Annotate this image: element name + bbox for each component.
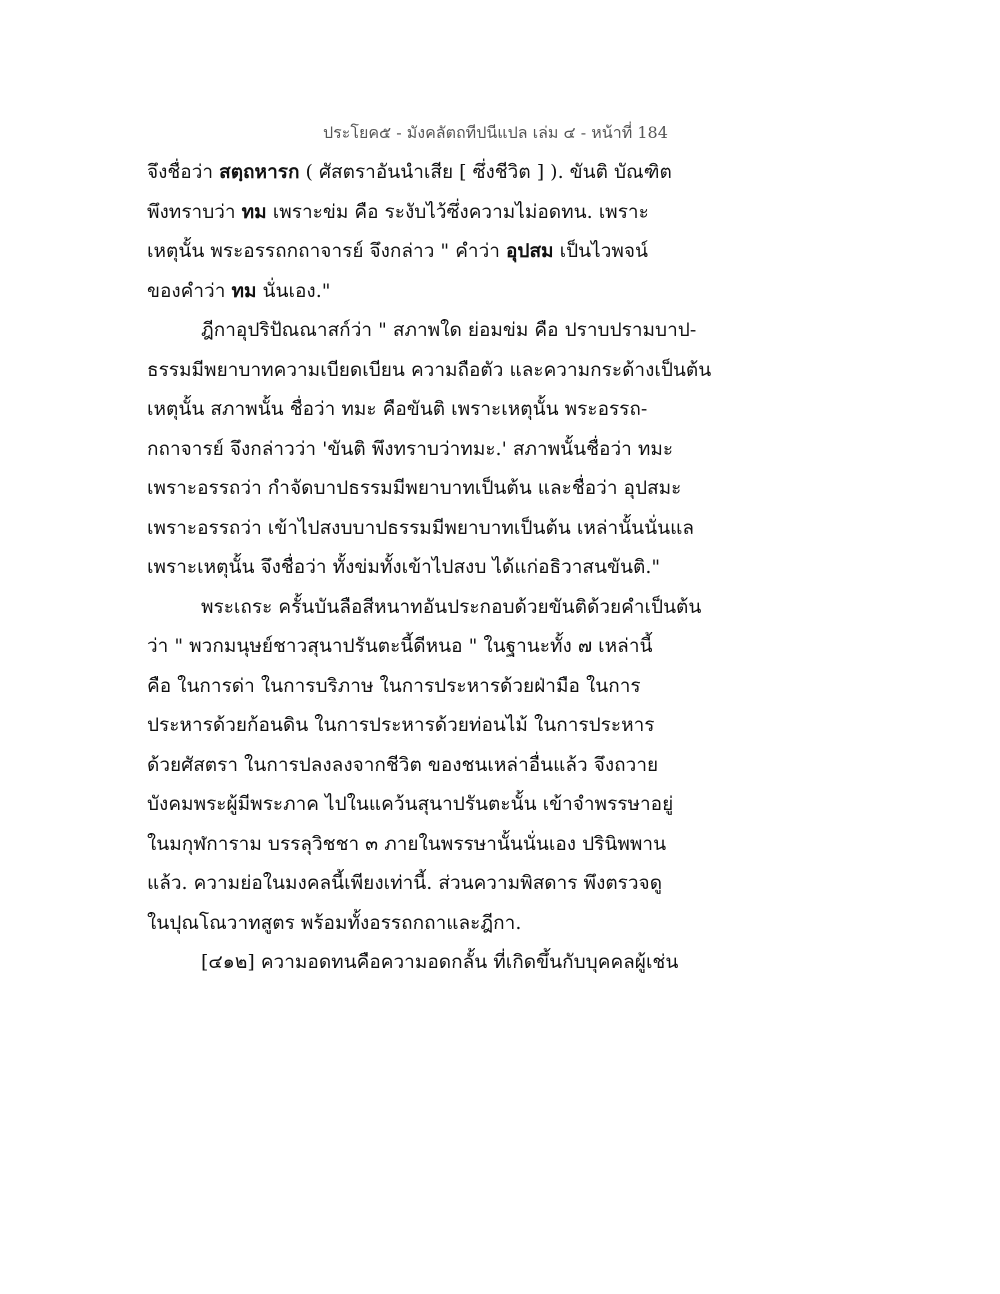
paragraph-first-line: [๔๑๒] ความอดทนคือความอดกลั้น ที่เกิดขึ้นกับบุคคลผู้เช่น	[201, 951, 679, 973]
text-line: ธรรมมีพยาบาทความเบียดเบียน ความถือตัว และความกระด้างเป็นต้น	[147, 358, 712, 381]
text-line: ของคำว่า ทม นั่นเอง."	[147, 279, 331, 302]
text-line: เหตุนั้น พระอรรถกถาจารย์ จึงกล่าว " คำว่า อุปสม เป็นไวพจน์	[147, 240, 649, 262]
bold-term: อุปสม	[505, 240, 554, 262]
text-line: กถาจารย์ จึงกล่าวว่า 'ขันติ พึงทราบว่าทมะ.' สภาพนั้นชื่อว่า ทมะ	[147, 437, 674, 460]
text-line: พึงทราบว่า ทม เพราะข่ม คือ ระงับไว้ซึ่งความไม่อดทน. เพราะ	[147, 200, 649, 223]
body-text	[147, 153, 712, 983]
paragraph-first-line: พระเถระ ครั้นบันลือสีหนาทอันประกอบด้วยขันติด้วยคำเป็นต้น	[201, 595, 702, 618]
text-line: แล้ว. ความย่อในมงคลนี้เพียงเท่านี้. ส่วนความพิสดาร พึงตรวจดู	[147, 872, 663, 894]
text-line: ด้วยศัสตรา ในการปลงลงจากชีวิต ของชนเหล่าอื่นแล้ว จึงถวาย	[147, 753, 659, 776]
text-line: ในมกุฬการาม บรรลุวิชชา ๓ ภายในพรรษานั้นนั่นเอง ปรินิพพาน	[147, 832, 667, 855]
bold-term: ทม	[241, 200, 267, 223]
text-line: ประหารด้วยก้อนดิน ในการประหารด้วยท่อนไม้ ในการประหาร	[147, 714, 655, 736]
text-line: ในปุณโณวาทสูตร พร้อมทั้งอรรถกถาและฎีกา.	[147, 911, 522, 934]
running-header: ประโยค๕ - มังคลัตถทีปนีแปล เล่ม ๔ - หน้าที่ 184	[323, 123, 668, 142]
text-line: คือ ในการด่า ในการบริภาษ ในการประหารด้วยฝ่ามือ ในการ	[147, 674, 641, 697]
text-line: ว่า " พวกมนุษย์ชาวสุนาปรันตะนี้ดีหนอ " ในฐานะทั้ง ๗ เหล่านี้	[147, 635, 653, 657]
paragraph-first-line: ฎีกาอุปริปัณณาสก์ว่า " สภาพใด ย่อมข่ม คือ ปราบปรามบาป-	[201, 319, 697, 341]
text-line: บังคมพระผู้มีพระภาค ไปในแคว้นสุนาปรันตะนั้น เข้าจำพรรษาอยู่	[147, 793, 674, 815]
text-line: เพราะอรรถว่า กำจัดบาปธรรมมีพยาบาทเป็นต้น และชื่อว่า อุปสมะ	[147, 477, 682, 499]
text-line: เพราะเหตุนั้น จึงชื่อว่า ทั้งข่มทั้งเข้าไปสงบ ได้แก่อธิวาสนขันติ."	[147, 556, 661, 578]
text-line: จึงชื่อว่า สตฺถหารก ( ศัสตราอันนำเสีย [ ซึ่งชีวิต ] ). ขันติ บัณฑิต	[147, 161, 672, 183]
bold-term: สตฺถหารก	[219, 161, 300, 183]
bold-term: ทม	[231, 279, 257, 302]
text-line: เพราะอรรถว่า เข้าไปสงบบาปธรรมมีพยาบาทเป็นต้น เหล่านั้นนั่นแล	[147, 516, 695, 539]
text-line: เหตุนั้น สภาพนั้น ชื่อว่า ทมะ คือขันติ เพราะเหตุนั้น พระอรรถ-	[147, 398, 648, 420]
